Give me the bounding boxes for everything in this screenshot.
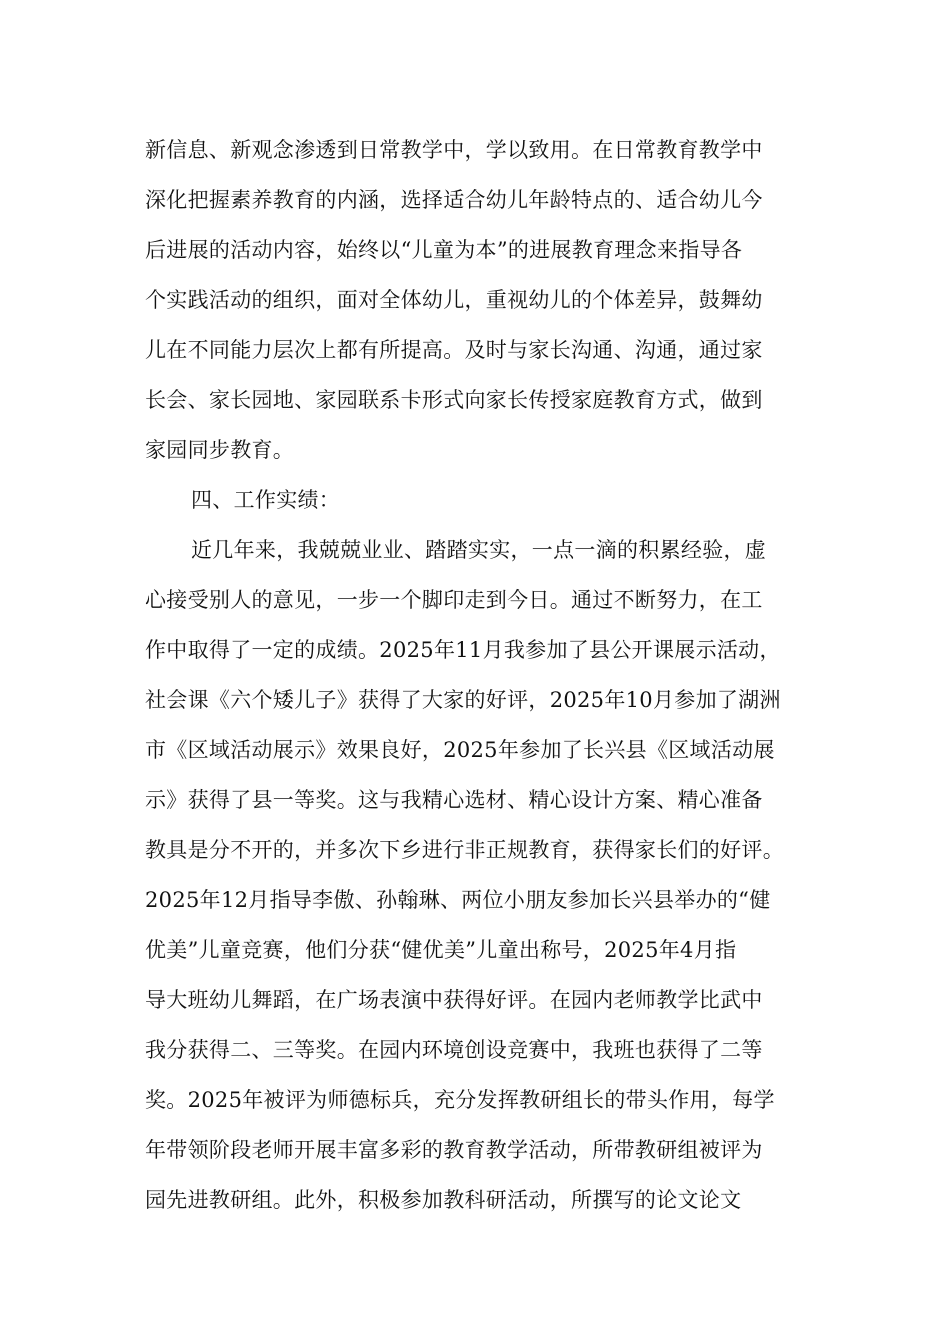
paragraph-2-line-14: 园先进教研组。此外，积极参加教科研活动，所撰写的论文论文 (145, 1188, 742, 1212)
paragraph-1-line-3: 后进展的活动内容，始终以“儿童为本”的进展教育理念来指导各 (145, 238, 743, 262)
paragraph-2-line-13: 年带领阶段老师开展丰富多彩的教育教学活动，所带教研组被评为 (145, 1138, 763, 1162)
paragraph-2-line-4: 社会课《六个矮儿子》获得了大家的好评，2025年10月参加了湖洲 (145, 688, 781, 712)
paragraph-1-line-1: 新信息、新观念渗透到日常教学中，学以致用。在日常教育教学中 (145, 138, 763, 162)
paragraph-2-line-7: 教具是分不开的，并多次下乡进行非正规教育，获得家长们的好评。 (145, 838, 784, 862)
paragraph-2-line-6: 示》获得了县一等奖。这与我精心选材、精心设计方案、精心准备 (145, 788, 763, 812)
paragraph-2-line-11: 我分获得二、三等奖。在园内环境创设竞赛中，我班也获得了二等 (145, 1038, 763, 1062)
paragraph-2-line-3: 作中取得了一定的成绩。2025年11月我参加了县公开课展示活动， (145, 638, 781, 662)
paragraph-2-line-8: 2025年12月指导李傲、孙翰琳、两位小朋友参加长兴县举办的“健 (145, 888, 771, 912)
paragraph-2-line-10: 导大班幼儿舞蹈，在广场表演中获得好评。在园内老师教学比武中 (145, 988, 763, 1012)
paragraph-2-line-5: 市《区域活动展示》效果良好，2025年参加了长兴县《区域活动展 (145, 738, 775, 762)
paragraph-2-line-9: 优美”儿童竞赛，他们分获“健优美”儿童出称号，2025年4月指 (145, 938, 737, 962)
paragraph-1-line-2: 深化把握素养教育的内涵，选择适合幼儿年龄特点的、适合幼儿今 (145, 188, 763, 212)
paragraph-2-line-12: 奖。2025年被评为师德标兵，充分发挥教研组长的带头作用，每学 (145, 1088, 775, 1112)
section-heading: 四、工作实绩： (191, 488, 341, 512)
paragraph-1-line-6: 长会、家长园地、家园联系卡形式向家长传授家庭教育方式，做到 (145, 388, 763, 412)
paragraph-2-line-2: 心接受别人的意见，一步一个脚印走到今日。通过不断努力，在工 (145, 588, 763, 612)
paragraph-1-line-5: 儿在不同能力层次上都有所提高。及时与家长沟通、沟通，通过家 (145, 338, 763, 362)
paragraph-1-line-7: 家园同步教育。 (145, 438, 295, 462)
paragraph-2-line-1: 近几年来，我兢兢业业、踏踏实实，一点一滴的积累经验，虚 (191, 538, 767, 562)
paragraph-1-line-4: 个实践活动的组织，面对全体幼儿，重视幼儿的个体差异，鼓舞幼 (145, 288, 763, 312)
